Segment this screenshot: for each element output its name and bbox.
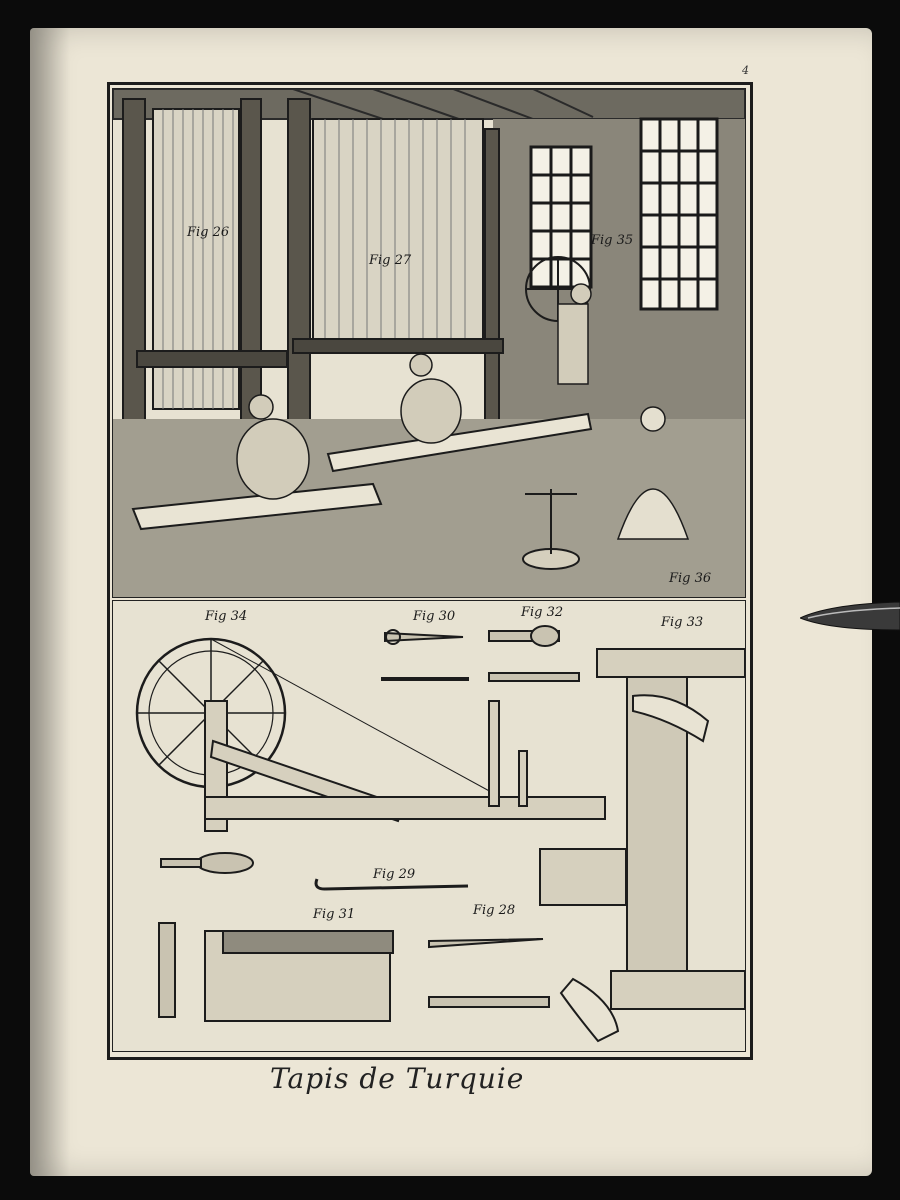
label-fig28: Fig 28 [473, 903, 516, 918]
label-fig34: Fig 34 [205, 609, 248, 624]
label-fig29: Fig 29 [373, 867, 416, 882]
loom-fig27 [288, 99, 503, 459]
workshop-engraving [113, 89, 745, 597]
plate-number: 4 [742, 64, 749, 77]
label-fig27: Fig 27 [369, 253, 412, 268]
label-fig36: Fig 36 [669, 571, 712, 586]
workshop-scene-panel [112, 88, 746, 598]
comb-fig28 [429, 939, 549, 1007]
weaver-2 [401, 354, 461, 443]
window-right [641, 119, 717, 309]
label-fig31: Fig 31 [313, 907, 356, 922]
plate-caption: Tapis de Turquie [270, 1062, 525, 1095]
label-fig26: Fig 26 [187, 225, 230, 240]
label-fig33: Fig 33 [661, 615, 704, 630]
shears-fig30 [385, 630, 463, 644]
letter-opener-blade [800, 596, 900, 638]
page-gutter-shadow [30, 28, 70, 1176]
bobbin-fig32 [489, 626, 579, 681]
great-wheel-fig34 [137, 639, 493, 793]
spindle-g [159, 923, 175, 1017]
box-h [540, 849, 626, 905]
tools-panel [112, 600, 746, 1052]
bobbin-box-fig31 [205, 931, 393, 1021]
loom-detail-fig33 [561, 649, 745, 1041]
tools-engraving [113, 601, 745, 1051]
wheel-frame [205, 701, 605, 831]
window-left [531, 147, 591, 287]
spindle-post [489, 701, 527, 806]
handle-tool [161, 853, 253, 873]
label-fig35: Fig 35 [591, 233, 634, 248]
label-fig32: Fig 32 [521, 605, 564, 620]
label-fig30: Fig 30 [413, 609, 456, 624]
